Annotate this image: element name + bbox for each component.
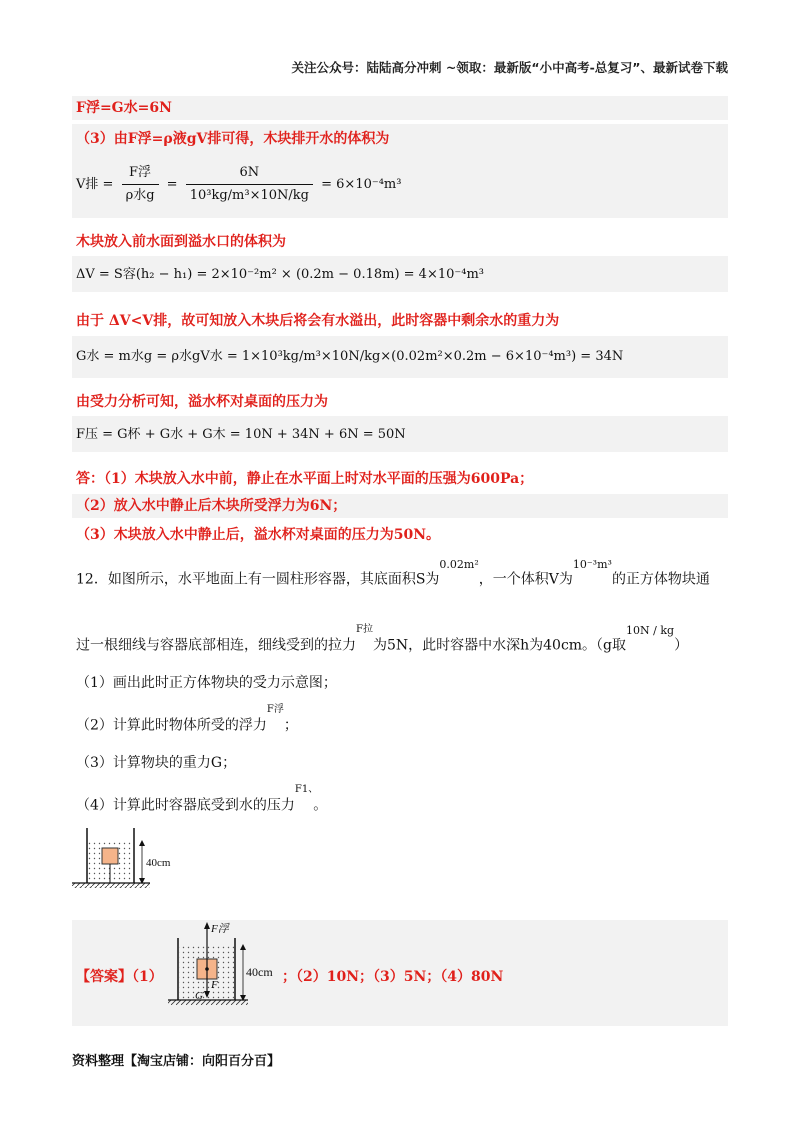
question-text: ，一个体积V为 [478,571,573,588]
question-text: 12．如图所示，水平地面上有一圆柱形容器，其底面积S为 [76,571,440,588]
container-figure [72,826,192,892]
solution-line-4: 由于 ΔV<V排，故可知放入木块后将会有水溢出，此时容器中剩余水的重力为 [76,313,560,329]
force-label-gravity: G [195,990,203,1002]
depth-label: 40cm [246,965,273,979]
depth-label: 40cm [146,857,171,869]
solution-line-2: （3）由F浮=ρ液gV排可得，木块排开水的体积为 [76,131,390,147]
fraction [186,164,313,205]
area-value: 0.02m² [439,558,479,571]
volume-value: 10⁻³m³ [572,558,612,571]
question-text: ） [674,637,689,654]
tension-symbol: F拉 [356,624,373,635]
question-text: 的正方体物块通 [611,571,710,588]
equation-1 [76,164,401,205]
question-part-3: （3）计算物块的重力G； [76,755,237,771]
fraction [122,164,159,205]
ground-hatch [168,1000,248,1005]
gravity-constant: 10N / kg [626,624,675,637]
ground-hatch [72,883,150,888]
cube-block [102,848,118,864]
solution-line-1: F浮=G水=6N [76,100,172,116]
page-header: 关注公众号：陆陆高分冲刺 ~领取：最新版“小中高考-总复习”、最新试卷下载 [291,60,728,75]
answer-line-2: （2）放入水中静止后木块所受浮力为6N； [76,498,347,514]
question-part-2 [76,704,298,735]
solution-line-5: 由受力分析可知，溢水杯对桌面的压力为 [76,394,328,410]
question-text: 为5N，此时容器中水深h为40cm。（g取 [372,637,627,654]
question-text: （4）计算此时容器底受到水的压力 [76,797,295,814]
fraction-denominator: 10³kg/m³×10N/kg [189,188,309,203]
answer-values: ；（2）10N；（3）5N；（4）80N [282,969,504,985]
answer-row [76,966,163,986]
answer-line-3: （3）木块放入水中静止后，溢水杯对桌面的压力为50N。 [76,527,441,543]
question-text: ； [283,717,298,734]
question-part-1: （1）画出此时正方体物块的受力示意图； [76,675,337,691]
equation-4: F压 = G杯 + G水 + G木 = 10N + 34N + 6N = 50N [76,427,406,442]
eq1-rhs: = 6×10⁻⁴m³ [321,177,402,192]
buoyancy-symbol: F浮 [266,704,284,715]
fraction-denominator: ρ水g [125,188,155,203]
answer-force-diagram [166,920,282,1010]
question-text: 过一根细线与容器底部相连，细线受到的拉力 [76,637,356,654]
fraction-numerator: F浮 [122,164,159,185]
page-footer: 资料整理【淘宝店铺：向阳百分百】 [72,1054,281,1069]
fraction-numerator: 6N [186,164,313,185]
question-part-4 [76,784,328,815]
pressure-force-symbol: F1、 [294,784,314,795]
eq1-lhs: V排 = [76,177,114,192]
force-label-buoyancy: F浮 [211,923,229,935]
question-text: （2）计算此时物体所受的浮力 [76,717,267,734]
question-line-1 [76,558,710,589]
solution-line-3: 木块放入前水面到溢水口的体积为 [76,234,286,250]
answer-tag: 【答案】 [76,969,132,985]
answer-line-1: 答：（1）木块放入水中前，静止在水平面上时对水平面的压强为600Pa； [76,471,534,487]
equation-2: ΔV = S容(h₂ − h₁) = 2×10⁻²m² × (0.2m − 0.18m) = 4×10⁻⁴m³ [76,267,484,282]
answer-part1: （1） [132,969,163,985]
equation-3: G水 = m水g = ρ水gV水 = 1×10³kg/m³×10N/kg×(0.02m²×0.2m − 6×10⁻⁴m³) = 34N [76,349,624,364]
force-label-tension: F [211,979,218,991]
question-line-2 [76,624,689,655]
question-text: 。 [313,797,328,814]
equals-sign: = [166,177,178,192]
